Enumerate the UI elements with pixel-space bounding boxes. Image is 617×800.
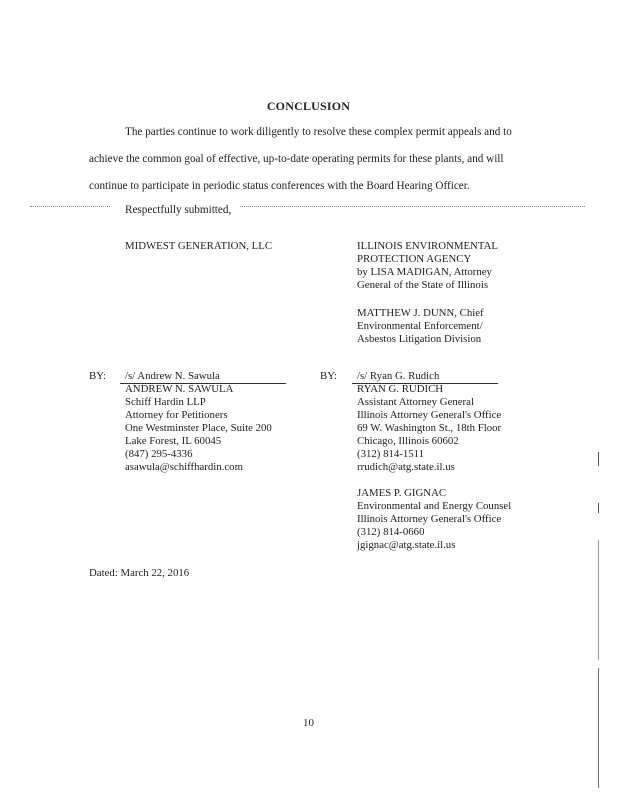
paragraph-line-2: achieve the common goal of effective, up-to-date operating permits for these plants, and will <box>89 153 504 165</box>
agency-line: PROTECTION AGENCY <box>357 253 472 265</box>
right-attorney-line: RYAN G. RUDICH <box>357 383 444 395</box>
scan-edge-mark <box>598 503 599 513</box>
division-block <box>357 307 484 346</box>
petitioner-name: MIDWEST GENERATION, LLC <box>125 240 273 252</box>
dated-line: Dated: March 22, 2016 <box>89 567 190 579</box>
by-label-left: BY: <box>89 370 107 382</box>
scan-edge-mark <box>598 668 599 788</box>
left-attorney-line: (847) 295-4336 <box>125 448 193 460</box>
right-attorney-line: 69 W. Washington St., 18th Floor <box>357 422 502 434</box>
by-label-right: BY: <box>320 370 338 382</box>
page-number: 10 <box>303 717 314 729</box>
right-attorney-email: rrudich@atg.state.il.us <box>357 461 455 473</box>
left-attorney-line: One Westminster Place, Suite 200 <box>125 422 272 434</box>
agency-block <box>357 240 498 292</box>
scan-dotted-line-right <box>240 206 585 207</box>
counsel-line: JAMES P. GIGNAC <box>357 487 447 499</box>
closing-line: Respectfully submitted, <box>125 204 232 216</box>
left-attorney-email: asawula@schiffhardin.com <box>125 461 243 473</box>
conclusion-heading: CONCLUSION <box>266 99 351 113</box>
division-line: Environmental Enforcement/ <box>357 320 483 332</box>
division-line: Asbestos Litigation Division <box>357 333 482 345</box>
agency-line: General of the State of Illinois <box>357 279 489 291</box>
right-attorney-line: Chicago, Illinois 60602 <box>357 435 459 447</box>
left-attorney-line: ANDREW N. SAWULA <box>125 383 234 395</box>
scan-edge-mark <box>598 540 599 660</box>
agency-line: by LISA MADIGAN, Attorney <box>357 266 492 278</box>
agency-line: ILLINOIS ENVIRONMENTAL <box>357 240 498 252</box>
right-attorney-line: Assistant Attorney General <box>357 396 474 408</box>
counsel-line: Illinois Attorney General's Office <box>357 513 502 525</box>
scan-dotted-line-left <box>30 206 110 207</box>
scan-edge-mark <box>598 452 599 466</box>
left-attorney-line: Lake Forest, IL 60045 <box>125 435 222 447</box>
division-line: MATTHEW J. DUNN, Chief <box>357 307 484 319</box>
counsel-email: jgignac@atg.state.il.us <box>357 539 456 551</box>
counsel-line: (312) 814-0660 <box>357 526 425 538</box>
left-attorney-line: Schiff Hardin LLP <box>125 396 206 408</box>
left-attorney-line: Attorney for Petitioners <box>125 409 228 421</box>
left-attorney-block <box>125 383 272 474</box>
right-signature: /s/ Ryan G. Rudich <box>357 370 440 382</box>
paragraph-line-3: continue to participate in periodic status conferences with the Board Hearing Officer. <box>89 180 470 192</box>
right-attorney-line: Illinois Attorney General's Office <box>357 409 502 421</box>
counsel-line: Environmental and Energy Counsel <box>357 500 512 512</box>
paragraph-line-1: The parties continue to work diligently to resolve these complex permit appeals and to <box>125 126 512 138</box>
counsel-block <box>357 487 511 552</box>
right-attorney-block <box>357 383 501 474</box>
left-signature: /s/ Andrew N. Sawula <box>125 370 220 382</box>
right-attorney-line: (312) 814-1511 <box>357 448 425 460</box>
